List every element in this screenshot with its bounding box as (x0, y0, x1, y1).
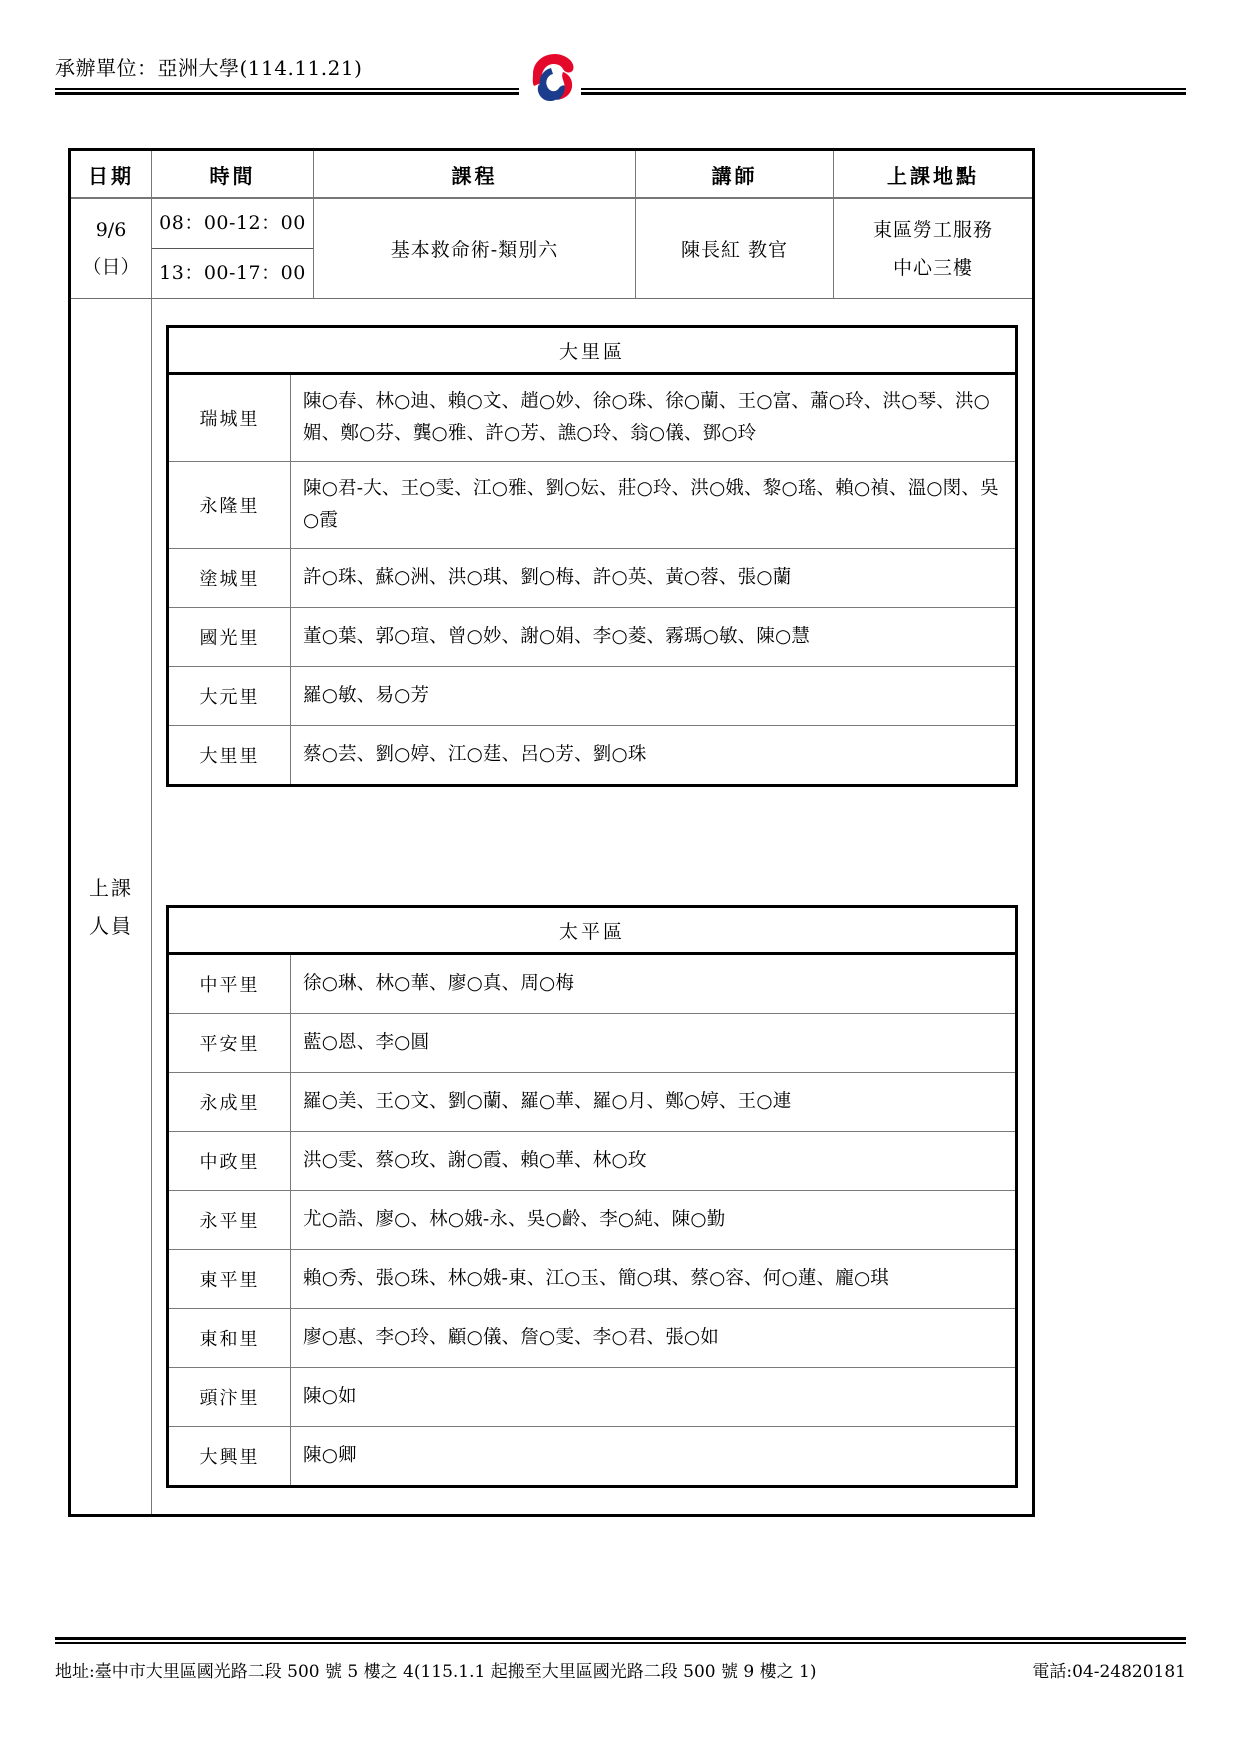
col-header-teacher: 講師 (636, 150, 834, 199)
attendee-roster (152, 299, 1034, 1516)
village-name: 中平里 (168, 954, 291, 1014)
district-header-row (168, 327, 1017, 374)
village-members: 陳○春、林○迪、賴○文、趙○妙、徐○珠、徐○蘭、王○富、蕭○玲、洪○琴、洪○媚、鄭○芬、龔○雅、許○芳、譙○玲、翁○儀、鄧○玲 (291, 374, 1017, 462)
footer-divider (55, 1637, 1186, 1644)
village-members: 陳○君-大、王○雯、江○雅、劉○妘、莊○玲、洪○娥、黎○瑤、賴○禎、溫○閔、吳○霞 (291, 462, 1017, 549)
village-row (168, 1427, 1017, 1487)
place-line-1: 東區勞工服務 (872, 218, 993, 241)
cell-teacher: 陳長紅 教官 (636, 198, 834, 299)
date-day: 9/6 (95, 219, 127, 242)
village-row (168, 608, 1017, 667)
attendee-label (70, 299, 152, 1516)
village-row (168, 1191, 1017, 1250)
cell-time (152, 198, 314, 299)
village-members: 尤○誥、廖○、林○娥-永、吳○齡、李○純、陳○勤 (291, 1191, 1017, 1250)
village-row (168, 1368, 1017, 1427)
district-name: 大里區 (168, 327, 1017, 374)
table-header-row (70, 150, 1034, 199)
village-members: 廖○惠、李○玲、顧○儀、詹○雯、李○君、張○如 (291, 1309, 1017, 1368)
village-members: 陳○卿 (291, 1427, 1017, 1487)
attendee-label-line-2: 人員 (89, 913, 133, 938)
time-morning: 08：00-12：00 (152, 199, 313, 249)
village-members: 許○珠、蘇○洲、洪○琪、劉○梅、許○英、黃○蓉、張○蘭 (291, 549, 1017, 608)
village-members: 藍○恩、李○圓 (291, 1014, 1017, 1073)
time-afternoon: 13：00-17：00 (159, 262, 306, 284)
page-header (0, 0, 1241, 110)
village-row (168, 1309, 1017, 1368)
village-row (168, 374, 1017, 462)
village-row (168, 954, 1017, 1014)
village-name: 永隆里 (168, 462, 291, 549)
village-row (168, 549, 1017, 608)
village-row (168, 726, 1017, 786)
village-name: 大興里 (168, 1427, 291, 1487)
village-name: 瑞城里 (168, 374, 291, 462)
village-name: 永平里 (168, 1191, 291, 1250)
village-row (168, 462, 1017, 549)
village-members: 蔡○芸、劉○婷、江○莛、呂○芳、劉○珠 (291, 726, 1017, 786)
village-name: 大元里 (168, 667, 291, 726)
col-header-date: 日期 (70, 150, 152, 199)
village-members: 徐○琳、林○華、廖○真、周○梅 (291, 954, 1017, 1014)
schedule-row (70, 198, 1034, 299)
schedule-table (68, 148, 1035, 1517)
footer-address: 地址:臺中市大里區國光路二段 500 號 5 樓之 4(115.1.1 起搬至大里區國光路二段 500 號 9 樓之 1) (55, 1662, 817, 1682)
village-members: 羅○敏、易○芳 (291, 667, 1017, 726)
attendee-label-line-1: 上課 (89, 875, 133, 900)
section-spacer (166, 787, 1018, 905)
district-header-row (168, 907, 1017, 954)
district-table-taiping (166, 905, 1018, 1488)
village-name: 國光里 (168, 608, 291, 667)
village-name: 大里里 (168, 726, 291, 786)
asia-university-logo-icon (519, 48, 581, 106)
place-line-2: 中心三樓 (892, 256, 973, 279)
footer-phone: 電話:04-24820181 (1032, 1662, 1186, 1682)
attendee-row (70, 299, 1034, 1516)
village-name: 東和里 (168, 1309, 291, 1368)
district-name: 太平區 (168, 907, 1017, 954)
village-row (168, 1073, 1017, 1132)
organizer-line: 承辦單位：亞洲大學(114.11.21) (55, 56, 363, 80)
village-members: 賴○秀、張○珠、林○娥-東、江○玉、簡○琪、蔡○容、何○蓮、龐○琪 (291, 1250, 1017, 1309)
village-row (168, 1132, 1017, 1191)
district-table-dali (166, 325, 1018, 787)
village-members: 董○葉、郭○瑄、曾○妙、謝○娟、李○菱、霧瑪○敏、陳○慧 (291, 608, 1017, 667)
village-name: 中政里 (168, 1132, 291, 1191)
cell-course: 基本救命術-類別六 (314, 198, 636, 299)
col-header-time: 時間 (152, 150, 314, 199)
village-row (168, 1014, 1017, 1073)
cell-date (70, 198, 152, 299)
village-members: 陳○如 (291, 1368, 1017, 1427)
village-row (168, 1250, 1017, 1309)
date-weekday: （日） (82, 255, 140, 278)
village-name: 頭汴里 (168, 1368, 291, 1427)
village-name: 平安里 (168, 1014, 291, 1073)
village-name: 塗城里 (168, 549, 291, 608)
village-row (168, 667, 1017, 726)
village-members: 洪○雯、蔡○玫、謝○霞、賴○華、林○玫 (291, 1132, 1017, 1191)
cell-place (834, 198, 1034, 299)
village-name: 東平里 (168, 1250, 291, 1309)
header-divider (55, 88, 1186, 95)
village-members: 羅○美、王○文、劉○蘭、羅○華、羅○月、鄭○婷、王○連 (291, 1073, 1017, 1132)
col-header-course: 課程 (314, 150, 636, 199)
col-header-place: 上課地點 (834, 150, 1034, 199)
village-name: 永成里 (168, 1073, 291, 1132)
